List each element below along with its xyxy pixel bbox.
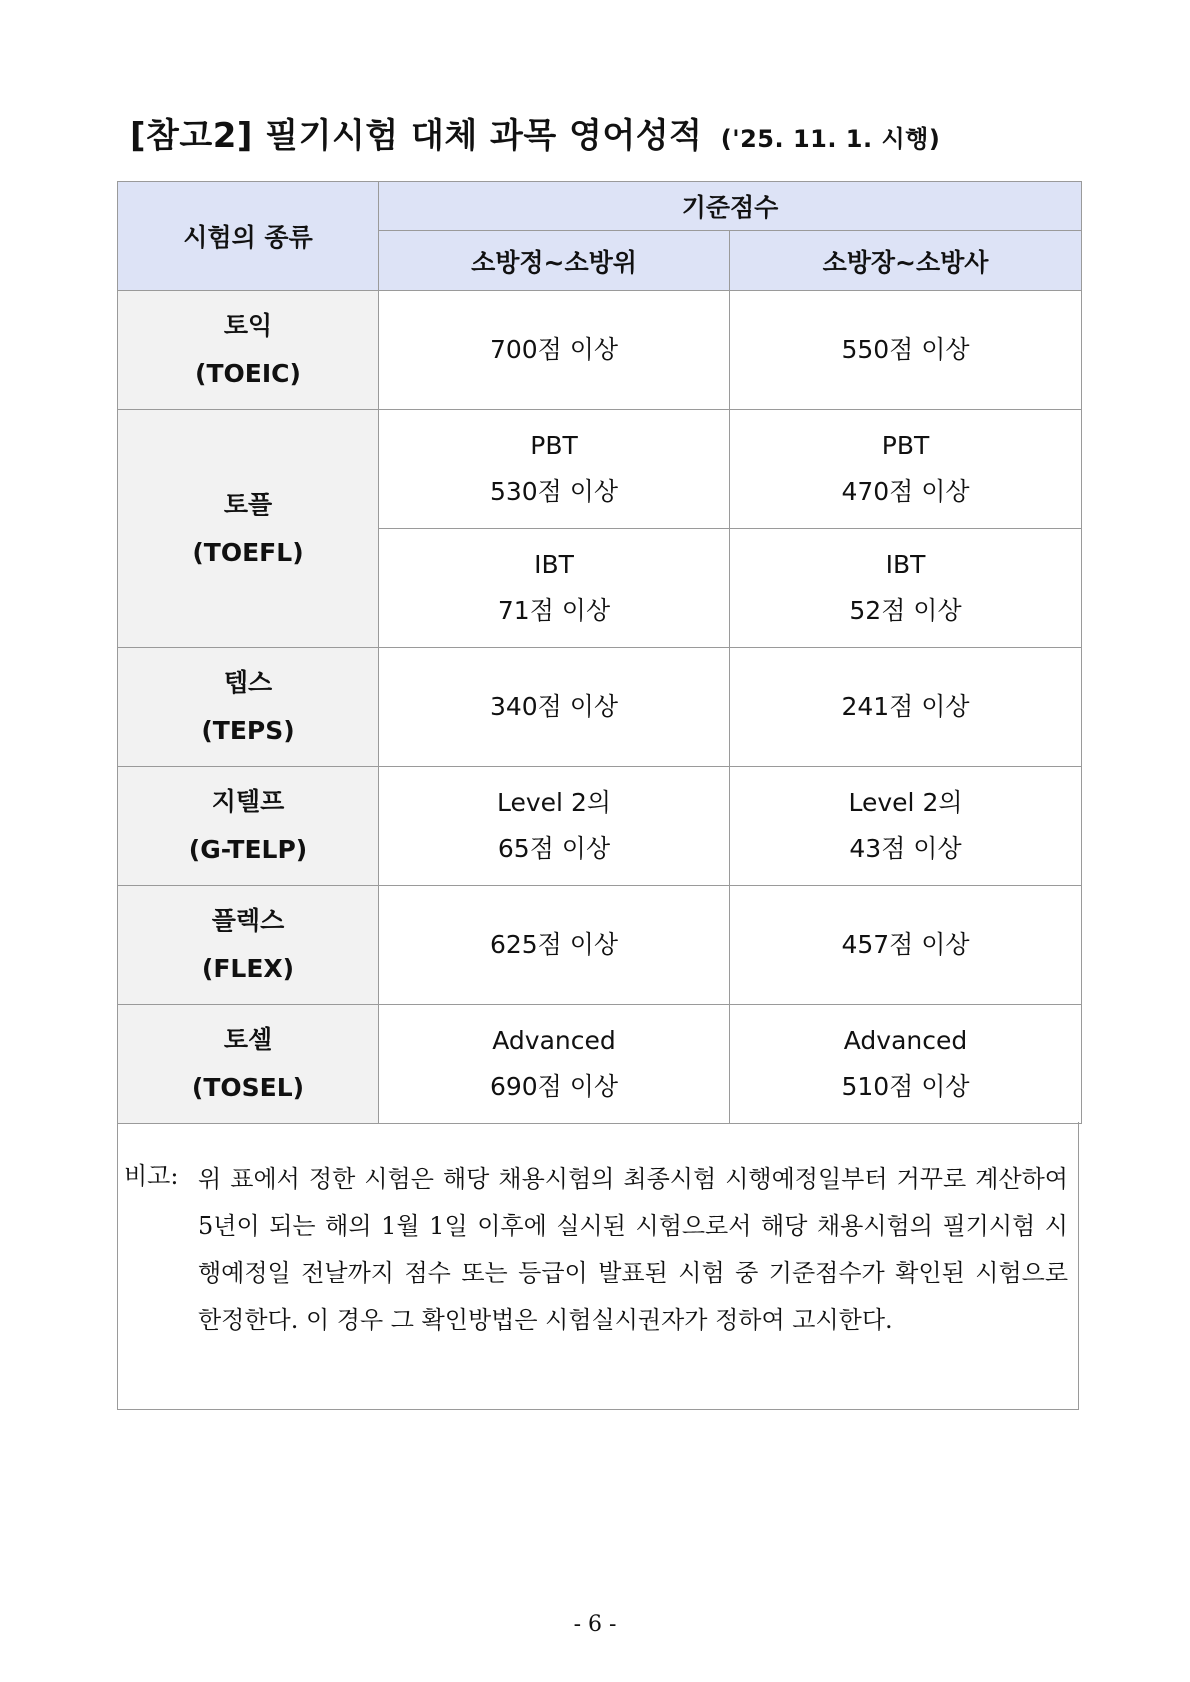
page-number: - 6 - — [573, 1612, 617, 1637]
score-type: PBT — [530, 431, 578, 460]
exam-name: 토플 — [223, 489, 273, 519]
score-cell-col1 — [379, 291, 730, 410]
score-cell-col2 — [730, 767, 1082, 886]
score-cell-col2 — [730, 648, 1082, 767]
remarks-box — [117, 1122, 1079, 1410]
score-text: 43점 이상 — [849, 834, 962, 863]
exam-code: (TOEFL) — [192, 537, 304, 567]
score-text: 690점 이상 — [489, 1072, 619, 1101]
score-table — [117, 181, 1082, 1124]
header-col1: 소방정~소방위 — [379, 231, 730, 291]
score-cell-col2 — [730, 1005, 1082, 1124]
score-cell-col1 — [379, 886, 730, 1005]
header-criteria: 기준점수 — [379, 182, 1082, 231]
score-type: IBT — [885, 550, 926, 579]
table-row — [118, 886, 1082, 1005]
score-text: 550점 이상 — [841, 335, 970, 364]
exam-kind-cell — [118, 767, 379, 886]
score-type: IBT — [534, 550, 574, 579]
exam-name: 토익 — [223, 311, 273, 340]
remarks-label: 비고: — [124, 1162, 179, 1190]
exam-kind-cell — [118, 1005, 379, 1124]
title-main: [참고2] 필기시험 대체 과목 영어성적 — [130, 116, 703, 156]
table-row — [118, 767, 1082, 886]
table-row — [118, 648, 1082, 767]
exam-kind-cell — [118, 291, 379, 410]
remarks-text: 위 표에서 정한 시험은 해당 채용시험의 최종시험 시행예정일부터 거꾸로 계산하여 5년이 되는 해의 1월 1일 이후에 실시된 시험으로서 해당 채용시험의 필기시험 시행예정일 전날까지 점수 또는 등급이 발표된 시험 중 기준점수가 확인된 시험으로 한정한다. 이 경우 그 확인방법은 시험실시권자가 정하여 고시한다. — [198, 1165, 1068, 1334]
score-level: Level 2의 — [848, 788, 963, 817]
score-level: Advanced — [843, 1026, 968, 1055]
score-cell-col1 — [379, 648, 730, 767]
exam-code: (TEPS) — [201, 716, 295, 745]
score-type: PBT — [881, 431, 930, 460]
exam-kind-cell — [118, 886, 379, 1005]
score-level: Advanced — [492, 1026, 616, 1055]
exam-name: 텝스 — [223, 668, 273, 697]
table-row — [118, 1005, 1082, 1124]
score-text: 510점 이상 — [841, 1072, 970, 1101]
header-exam-kind: 시험의 종류 — [118, 182, 379, 291]
table-row — [118, 410, 1082, 529]
exam-kind-cell — [118, 648, 379, 767]
score-cell-col2 — [730, 291, 1082, 410]
score-text: 65점 이상 — [497, 834, 611, 863]
score-cell-col2 — [730, 410, 1082, 529]
score-text: 340점 이상 — [489, 692, 619, 721]
score-cell-col2 — [730, 886, 1082, 1005]
score-text: 700점 이상 — [489, 335, 619, 364]
exam-kind-cell — [118, 410, 379, 648]
score-level: Level 2의 — [497, 788, 611, 817]
header-col2: 소방장~소방사 — [730, 231, 1082, 291]
score-text: 52점 이상 — [849, 596, 962, 625]
table-row — [118, 291, 1082, 410]
exam-code: (FLEX) — [201, 954, 295, 983]
table-header-row — [118, 182, 1082, 231]
exam-name: 토셀 — [223, 1025, 273, 1054]
score-text: 241점 이상 — [841, 692, 970, 721]
score-cell-col1 — [379, 529, 730, 648]
score-text: 71점 이상 — [497, 596, 611, 625]
score-cell-col2 — [730, 529, 1082, 648]
score-text: 457점 이상 — [841, 930, 970, 959]
score-text: 530점 이상 — [489, 477, 619, 506]
score-cell-col1 — [379, 767, 730, 886]
exam-name: 플렉스 — [211, 906, 285, 935]
title-effective-date: ('25. 11. 1. 시행) — [720, 125, 941, 153]
page-title — [130, 108, 940, 157]
score-text: 470점 이상 — [841, 477, 970, 506]
score-text: 625점 이상 — [489, 930, 619, 959]
exam-code: (TOSEL) — [191, 1073, 305, 1102]
score-cell-col1 — [379, 410, 730, 529]
exam-code: (G-TELP) — [188, 835, 308, 864]
exam-code: (TOEIC) — [195, 359, 301, 388]
exam-name: 지텔프 — [211, 787, 285, 816]
score-cell-col1 — [379, 1005, 730, 1124]
